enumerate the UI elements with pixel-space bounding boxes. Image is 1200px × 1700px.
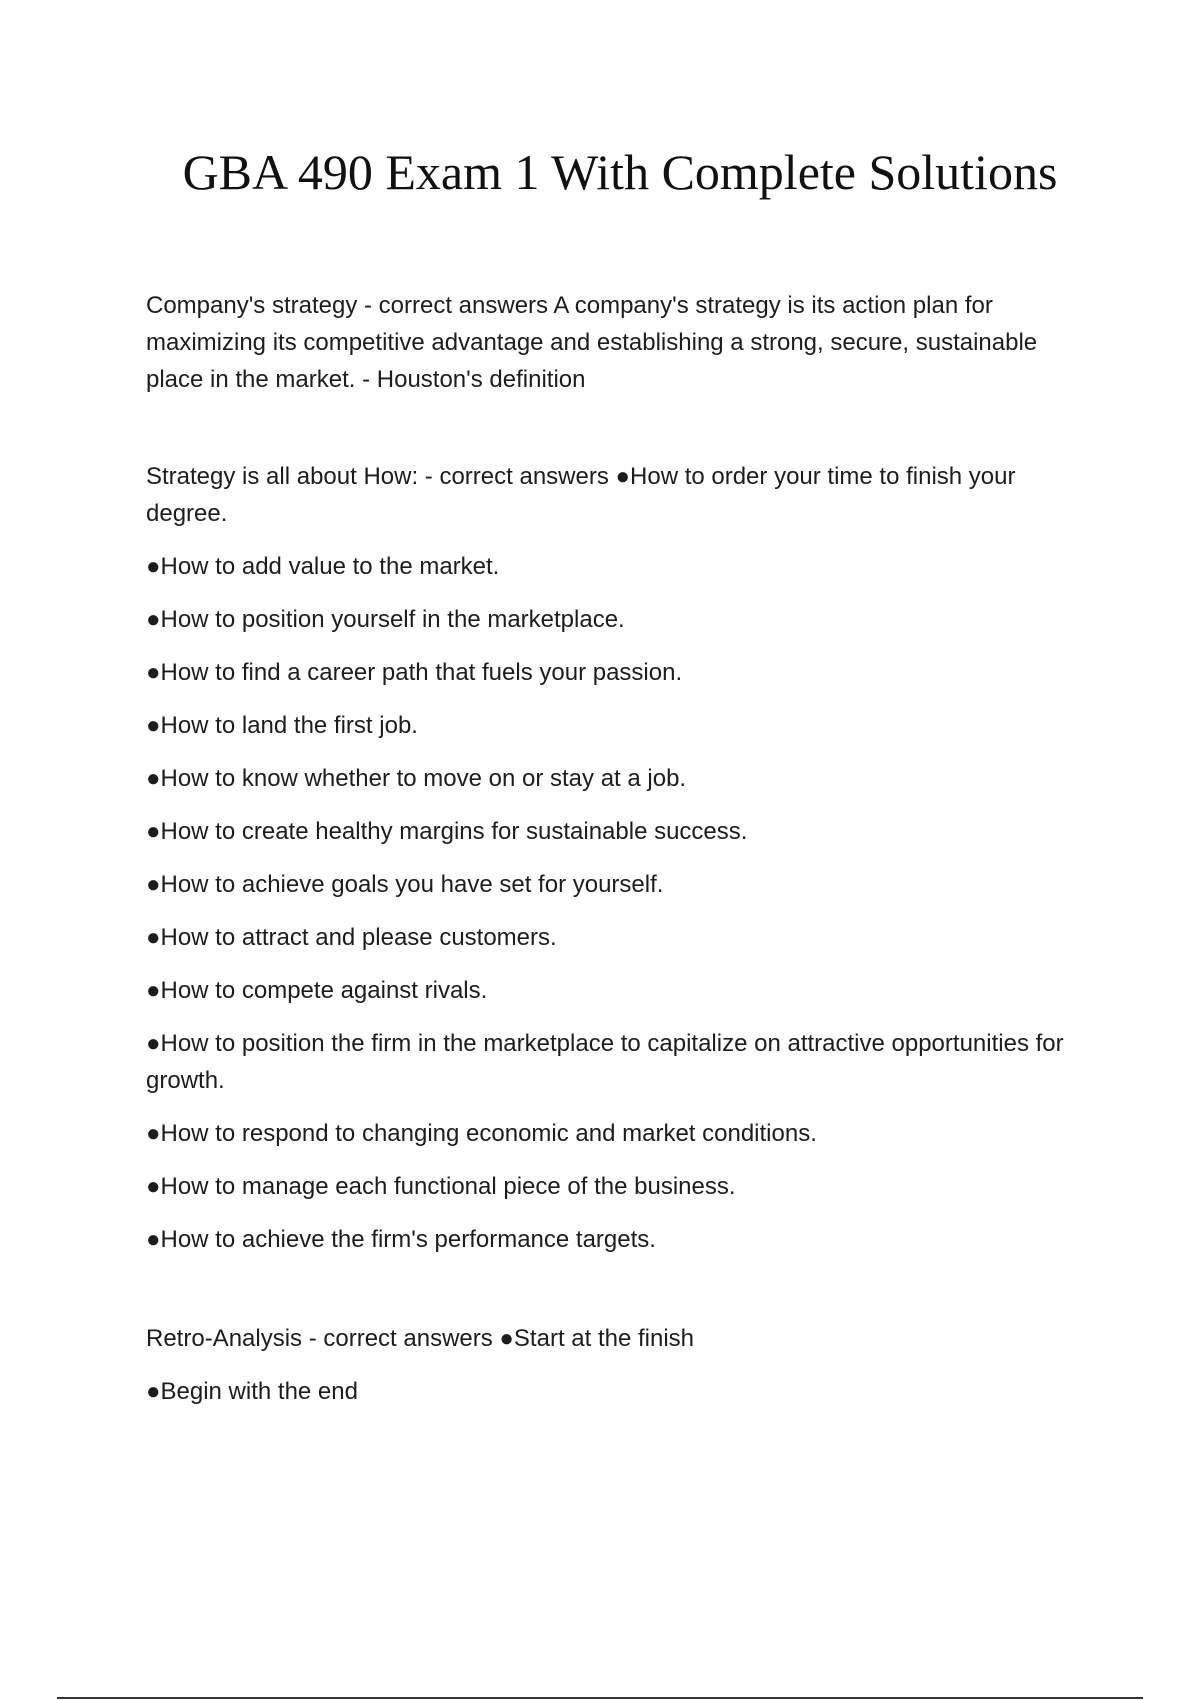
strategy-how-item: ●How to position the firm in the marketplace to capitalize on attractive opportunities for growth. <box>146 1030 1064 1094</box>
strategy-how-item: ●How to find a career path that fuels your passion. <box>146 659 683 686</box>
page-bottom-divider <box>57 1697 1143 1699</box>
retro-analysis-intro: Retro-Analysis - correct answers ●Start at the finish <box>146 1325 695 1352</box>
document-title: GBA 490 Exam 1 With Complete Solutions <box>182 144 1058 200</box>
strategy-how-item: ●How to create healthy margins for sustainable success. <box>146 818 748 845</box>
strategy-how-item: ●How to compete against rivals. <box>146 977 488 1004</box>
strategy-definition-paragraph: Company's strategy - correct answers A company's strategy is its action plan for maximizing its competitive advantage and establishing a strong, secure, sustainable place in the market. - Houston's definition <box>146 292 1038 393</box>
strategy-how-item: ●How to manage each functional piece of the business. <box>146 1173 736 1200</box>
strategy-how-item: ●How to respond to changing economic and market conditions. <box>146 1120 817 1147</box>
strategy-how-item: ●How to position yourself in the marketplace. <box>146 606 625 633</box>
strategy-how-item: ●How to achieve the firm's performance targets. <box>146 1226 656 1253</box>
strategy-how-item: ●How to add value to the market. <box>146 553 500 580</box>
strategy-how-item: ●How to land the first job. <box>146 712 418 739</box>
strategy-how-intro: Strategy is all about How: - correct answers ●How to order your time to finish your degree. <box>146 463 1016 527</box>
strategy-how-item: ●How to achieve goals you have set for yourself. <box>146 871 664 898</box>
document-body <box>146 287 1066 1426</box>
strategy-how-item: ●How to know whether to move on or stay at a job. <box>146 765 687 792</box>
strategy-how-item: ●How to attract and please customers. <box>146 924 557 951</box>
retro-analysis-item: ●Begin with the end <box>146 1378 358 1405</box>
section-spacer <box>146 1274 1066 1320</box>
section-spacer <box>146 398 1066 458</box>
